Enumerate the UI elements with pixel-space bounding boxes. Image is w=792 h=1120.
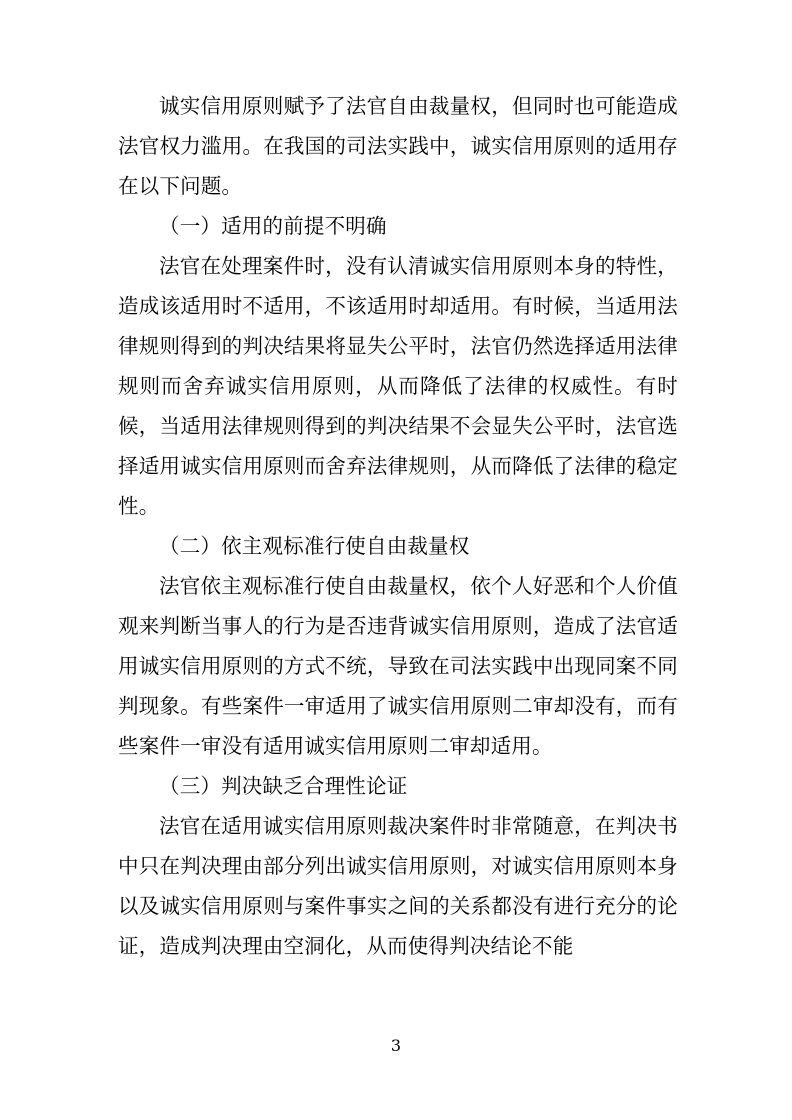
heading-two: （二）依主观标准行使自由裁量权 [159, 534, 470, 558]
document-body [118, 86, 678, 966]
paragraph-two: 法官依主观标准行使自由裁量权，依个人好恶和个人价值观来判断当事人的行为是否违背诚实信用原则，造成了法官适用诚实信用原则的方式不统，导致在司法实践中出现同案不同判现象。有些案件一审适用了诚实信用原则二审却没有，而有些案件一审没有适用诚实信用原则二审却适用。 [118, 574, 678, 758]
heading-three: （三）判决缺乏合理性论证 [159, 774, 408, 798]
page-number: 3 [390, 1036, 402, 1055]
paragraph-intro: 诚实信用原则赋予了法官自由裁量权，但同时也可能造成法官权力滥用。在我国的司法实践中，诚实信用原则的适用存在以下问题。 [118, 94, 678, 198]
paragraph-three: 法官在适用诚实信用原则裁决案件时非常随意，在判决书中只在判决理由部分列出诚实信用原则，对诚实信用原则本身以及诚实信用原则与案件事实之间的关系都没有进行充分的论证，造成判决理由空洞化，从而使得判决结论不能 [118, 814, 678, 958]
heading-one: （一）适用的前提不明确 [159, 214, 387, 238]
paragraph-one: 法官在处理案件时，没有认清诚实信用原则本身的特性，造成该适用时不适用，不该适用时却适用。有时候，当适用法律规则得到的判决结果将显失公平时，法官仍然选择适用法律规则而舍弃诚实信用原则，从而降低了法律的权威性。有时候，当适用法律规则得到的判决结果不会显失公平时，法官选择适用诚实信用原则而舍弃法律规则，从而降低了法律的稳定性。 [118, 254, 678, 518]
